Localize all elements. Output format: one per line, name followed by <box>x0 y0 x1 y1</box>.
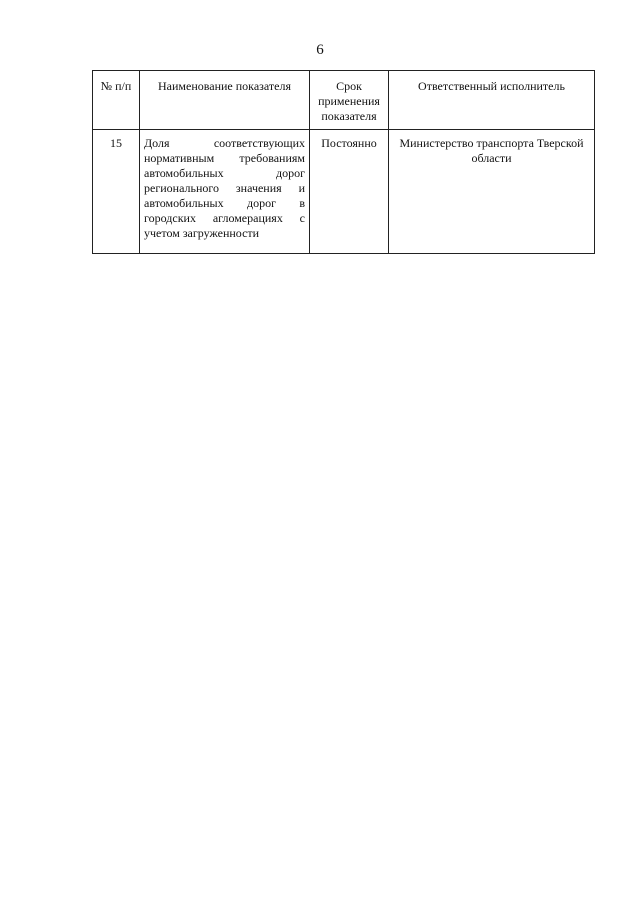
page-number: 6 <box>316 42 324 58</box>
header-name: Наименование показателя <box>140 71 310 130</box>
header-term: Срок применения показателя <box>310 71 389 130</box>
table-row <box>93 130 595 254</box>
table-header <box>93 71 595 130</box>
header-row <box>93 71 595 130</box>
row-term: Постоянно <box>310 130 389 254</box>
header-num: № п/п <box>93 71 140 130</box>
header-executor: Ответственный исполнитель <box>389 71 595 130</box>
row-num: 15 <box>93 130 140 254</box>
row-executor: Министерство транспорта Тверской области <box>389 130 595 254</box>
row-indicator-name: Доля соответствующих нормативным требованиям автомобильных дорог регионального значения и автомобильных дорог в городских агломерациях с учетом загруженности <box>140 130 310 254</box>
table-body <box>93 130 595 254</box>
indicators-table <box>92 70 595 254</box>
